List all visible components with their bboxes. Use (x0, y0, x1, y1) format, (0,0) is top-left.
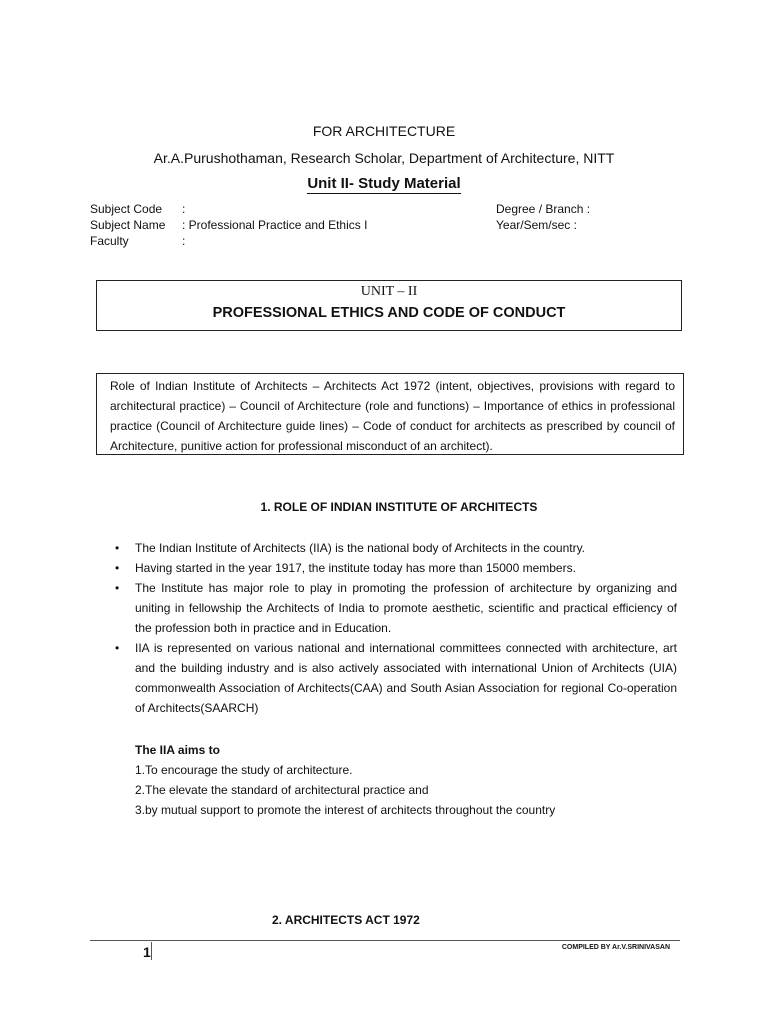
bullet-icon: • (115, 541, 120, 555)
subject-code-value: : (182, 202, 186, 216)
unit-heading-box (96, 280, 682, 331)
faculty-value: : (182, 234, 186, 248)
subject-meta-left (90, 201, 367, 249)
unit-study-material-text: Unit II- Study Material (307, 175, 461, 192)
iia-aims-title: The IIA aims to (135, 743, 220, 757)
subject-name-value: : Professional Practice and Ethics I (182, 218, 368, 232)
list-item (115, 578, 677, 638)
page-number: 1 (143, 944, 151, 960)
bullet-text: Having started in the year 1917, the institute today has more than 15000 members. (135, 561, 576, 575)
list-item (115, 538, 677, 558)
list-item (115, 638, 677, 718)
syllabus-box: Role of Indian Institute of Architects – Architects Act 1972 (intent, objectives, provisions with regard to architectural practice) – Council of Architecture (role and functions) – Importance of ethics in professional practice (Council of Architecture guide lines) – Code of conduct for architects as prescribed by council of Architecture, punitive action for professional misconduct of an architect). (96, 373, 684, 455)
author-line: Ar.A.Purushothaman, Research Scholar, Department of Architecture, NITT (153, 150, 615, 166)
list-item (115, 558, 677, 578)
document-title: FOR ARCHITECTURE (312, 123, 456, 139)
iia-aims (135, 740, 555, 820)
bullet-text: The Indian Institute of Architects (IIA) is the national body of Architects in the country. (135, 541, 586, 555)
faculty-label: Faculty (90, 234, 129, 248)
subject-code-label: Subject Code (90, 202, 163, 216)
bullet-text: IIA is represented on various national and international committees connected with architecture, art and the building industry and is also actively associated with international Union of Architects (UIA) commonwealth Association of Architects(CAA) and South Asian Association for regional Co-operation of Architects(SAARCH) (135, 641, 677, 715)
compiled-by: COMPILED BY Ar.V.SRINIVASAN (561, 944, 670, 951)
section-1-bullet-list (115, 538, 677, 718)
aim-item: 1.To encourage the study of architecture. (135, 763, 353, 777)
subject-meta-right (496, 201, 590, 233)
unit-study-material-title (0, 175, 768, 192)
year-sem-label: Year/Sem/sec : (496, 218, 577, 232)
bullet-icon: • (115, 581, 120, 595)
bullet-icon: • (115, 641, 120, 655)
aim-item: 3.by mutual support to promote the interest of architects throughout the country (135, 803, 556, 817)
section-1-heading: 1. ROLE OF INDIAN INSTITUTE OF ARCHITECTS (260, 500, 538, 514)
degree-branch-label: Degree / Branch : (496, 202, 591, 216)
footer-divider (90, 940, 680, 941)
bullet-icon: • (115, 561, 120, 575)
bullet-text: The Institute has major role to play in promoting the profession of architecture by organizing and uniting in fellowship the Architects of India to promote aesthetic, scientific and practical efficiency of the profession both in practice and in Education. (135, 581, 677, 635)
page-number-bar (151, 942, 152, 960)
subject-name-label: Subject Name (90, 218, 166, 232)
section-2-heading: 2. ARCHITECTS ACT 1972 (272, 913, 420, 927)
aim-item: 2.The elevate the standard of architectural practice and (135, 783, 429, 797)
unit-number: UNIT – II (360, 284, 418, 299)
unit-heading: PROFESSIONAL ETHICS AND CODE OF CONDUCT (212, 305, 566, 321)
